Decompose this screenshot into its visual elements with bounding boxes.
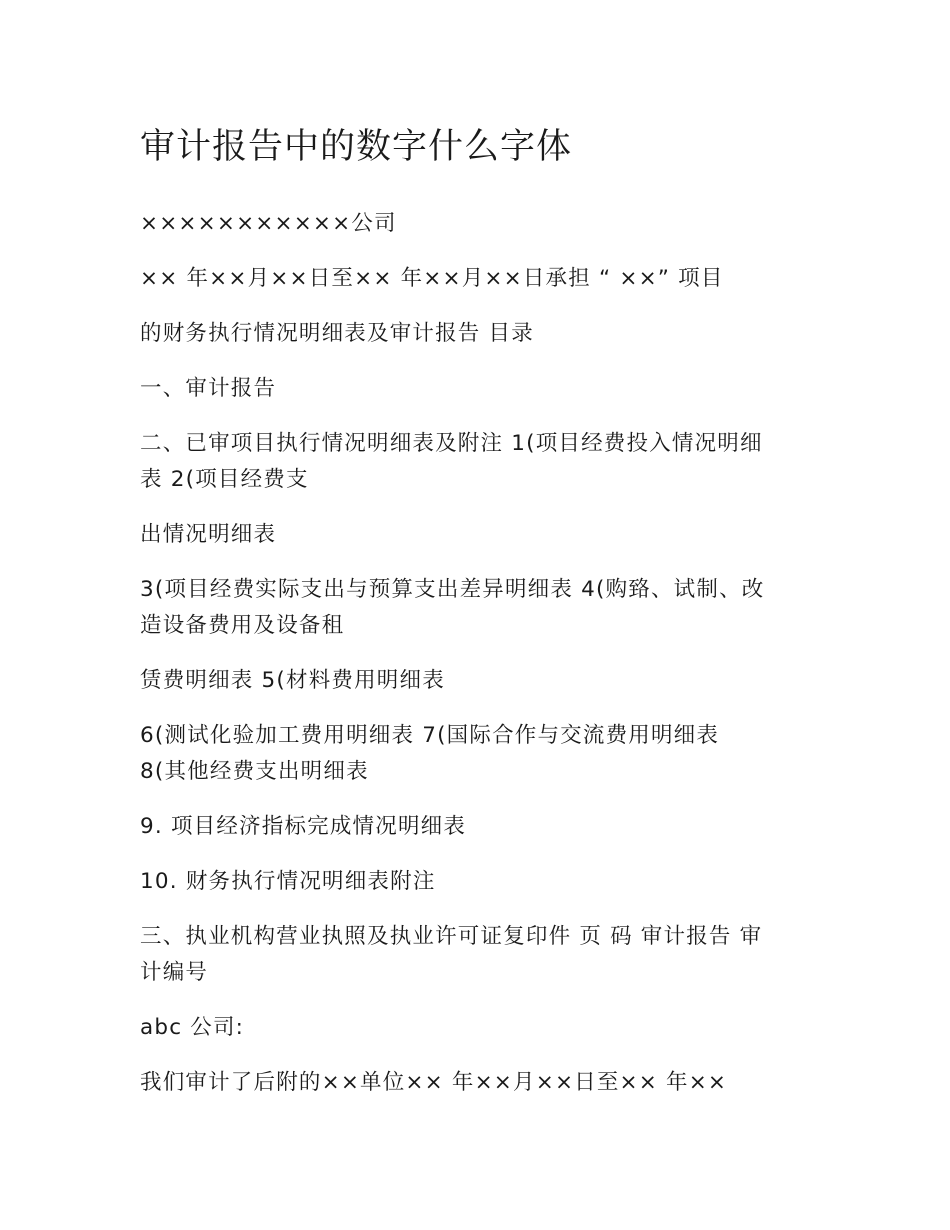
paragraph-line: 三、执业机构营业执照及执业许可证复印件 页 码 审计报告 审 — [140, 924, 763, 949]
toc-item-3-4 — [140, 572, 820, 644]
paragraph-line: 出情况明细表 — [140, 522, 277, 547]
paragraph-line: ×× 年××月××日至×× 年××月××日承担 “ ××” 项目 — [140, 266, 724, 291]
paragraph-line: 的财务执行情况明细表及审计报告 目录 — [140, 321, 534, 346]
paragraph-line: 我们审计了后附的××单位×× 年××月××日至×× 年×× — [140, 1070, 728, 1095]
paragraph-line: 3(项目经费实际支出与预算支出差异明细表 4(购臵、试制、改 — [140, 577, 765, 602]
paragraph-line: ×××××××××××公司 — [140, 211, 397, 236]
paragraph-line: 计编号 — [140, 960, 209, 985]
toc-item-audited-statements — [140, 426, 820, 498]
paragraph-line: 二、已审项目执行情况明细表及附注 1(项目经费投入情况明细 — [140, 431, 763, 456]
paragraph-line: 10. 财务执行情况明细表附注 — [140, 869, 436, 894]
document-title: 审计报告中的数字什么字体 — [140, 127, 573, 167]
paragraph-report-name — [140, 316, 820, 352]
toc-item-5 — [140, 663, 820, 699]
toc-item-10 — [140, 864, 820, 900]
paragraph-line: 造设备费用及设备租 — [140, 613, 345, 638]
toc-item-audit-report — [140, 371, 820, 407]
paragraph-line: 6(测试化验加工费用明细表 7(国际合作与交流费用明细表 — [140, 723, 720, 748]
toc-item-6-8 — [140, 718, 820, 790]
paragraph-line: 9. 项目经济指标完成情况明细表 — [140, 814, 467, 839]
paragraph-continuation — [140, 517, 820, 553]
document-page — [140, 118, 820, 1120]
toc-item-9 — [140, 809, 820, 845]
salutation — [140, 1010, 820, 1046]
paragraph-line: abc 公司: — [140, 1015, 245, 1040]
paragraph-line: 一、审计报告 — [140, 376, 277, 401]
paragraph-company — [140, 206, 820, 242]
paragraph-line: 表 2(项目经费支 — [140, 467, 309, 492]
paragraph-line: 8(其他经费支出明细表 — [140, 759, 369, 784]
toc-item-license-copies — [140, 919, 820, 991]
paragraph-line: 赁费明细表 5(材料费用明细表 — [140, 668, 445, 693]
body-paragraph — [140, 1065, 820, 1101]
paragraph-period — [140, 261, 820, 297]
